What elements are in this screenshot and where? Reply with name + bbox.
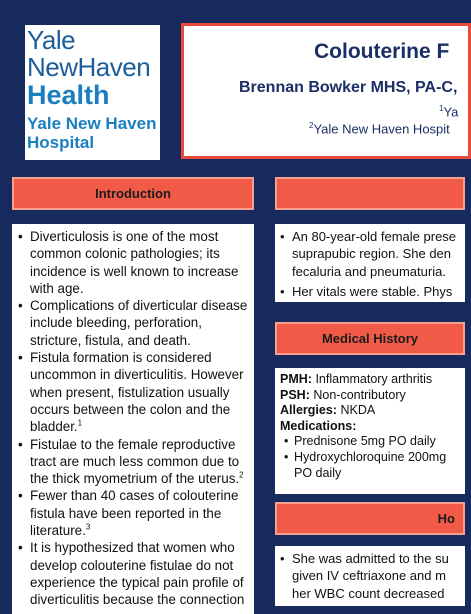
case-heading bbox=[275, 177, 465, 210]
poster-title-box bbox=[181, 23, 471, 159]
hospital-course-panel bbox=[275, 546, 465, 606]
affiliation-1-text: Ya bbox=[443, 104, 459, 120]
pmh-row bbox=[280, 372, 465, 388]
logo-line-4: Yale New Haven bbox=[27, 114, 157, 133]
allergies-label: Allergies: bbox=[280, 403, 337, 418]
poster-title: Colouterine F bbox=[314, 40, 450, 63]
list-item-text: suprapubic region. She den bbox=[292, 246, 452, 262]
medications-label-row bbox=[280, 419, 465, 435]
affiliation-1 bbox=[439, 104, 458, 119]
introduction-panel bbox=[12, 224, 254, 614]
pmh-value: Inflammatory arthritis bbox=[315, 372, 433, 386]
list-item: • Prednisone 5mg PO daily bbox=[282, 434, 465, 450]
allergies-value: NKDA bbox=[340, 403, 376, 418]
introduction-heading: Introduction bbox=[12, 177, 254, 210]
medications-list bbox=[280, 434, 465, 481]
hospital-course-list bbox=[278, 550, 465, 602]
list-item bbox=[278, 550, 465, 602]
introduction-list bbox=[16, 228, 248, 609]
list-item-text: her WBC count decreased bbox=[292, 585, 445, 601]
list-item bbox=[16, 539, 248, 608]
list-item bbox=[16, 436, 248, 488]
list-item bbox=[16, 487, 248, 539]
case-panel bbox=[275, 224, 465, 302]
pmh-label: PMH: bbox=[280, 372, 312, 386]
medications-label: Medications: bbox=[280, 418, 357, 433]
affiliation-2-text: Yale New Haven Hospit bbox=[313, 121, 450, 137]
citation-marker: 2 bbox=[239, 470, 244, 480]
logo-line-2: NewHaven bbox=[27, 52, 151, 82]
list-item: • Hydroxychloroquine 200mg PO daily bbox=[282, 450, 459, 481]
list-item-text: It is hypothesized that women who develop colouterine fistulae do not experience the typical pain profile of diverticulitis because the connection bbox=[30, 540, 245, 608]
allergies-row bbox=[280, 403, 465, 419]
list-item-text: An 80-year-old female prese bbox=[292, 229, 457, 244]
logo-line-5: Hospital bbox=[27, 133, 95, 152]
list-item bbox=[278, 283, 465, 300]
affiliation-2 bbox=[309, 121, 450, 136]
logo-line-3: Health bbox=[27, 80, 110, 110]
psh-row bbox=[280, 388, 465, 404]
list-item-text: Fewer than 40 cases of colouterine fistula have been reported in the literature. bbox=[30, 488, 239, 539]
psh-label: PSH: bbox=[280, 387, 310, 402]
list-item-text: fecaluria and pneumaturia. bbox=[292, 263, 446, 279]
list-item-text: Fistula formation is considered uncommon in diverticulitis. However when present, fistulization usually occurs between the colon and the bladder. bbox=[30, 350, 244, 435]
affiliation-1-marker: 1 bbox=[439, 104, 444, 113]
medical-history-panel bbox=[275, 368, 465, 494]
list-item-text: She was admitted to the su bbox=[292, 551, 449, 566]
list-item-text: given IV ceftriaxone and m bbox=[292, 568, 446, 584]
list-item-text: Fistulae to the female reproductive tract are much less common due to the thick myometrium of the uterus. bbox=[30, 436, 240, 487]
psh-value: Non-contributory bbox=[313, 387, 406, 402]
hospital-course-heading: Ho bbox=[275, 502, 465, 535]
list-item-text: Diverticulosis is one of the most common colonic pathologies; its incidence is well known to increase with age. bbox=[30, 229, 239, 296]
logo-line-1: Yale bbox=[27, 25, 76, 55]
affiliation-2-marker: 2 bbox=[309, 121, 314, 130]
list-item bbox=[16, 349, 248, 435]
yale-new-haven-health-logo bbox=[25, 25, 160, 160]
list-item-text: Complications of diverticular disease include bleeding, perforation, stricture, fistula, and death. bbox=[30, 298, 248, 348]
list-item bbox=[278, 228, 465, 280]
poster-authors: Brennan Bowker MHS, PA-C, bbox=[239, 79, 458, 96]
list-item bbox=[16, 297, 248, 349]
list-item-text: Her vitals were stable. Phys bbox=[292, 283, 453, 299]
medical-history-heading: Medical History bbox=[275, 322, 465, 355]
case-list bbox=[278, 228, 465, 300]
citation-marker: 1 bbox=[77, 418, 83, 428]
citation-marker: 3 bbox=[85, 522, 91, 532]
list-item bbox=[16, 228, 248, 297]
